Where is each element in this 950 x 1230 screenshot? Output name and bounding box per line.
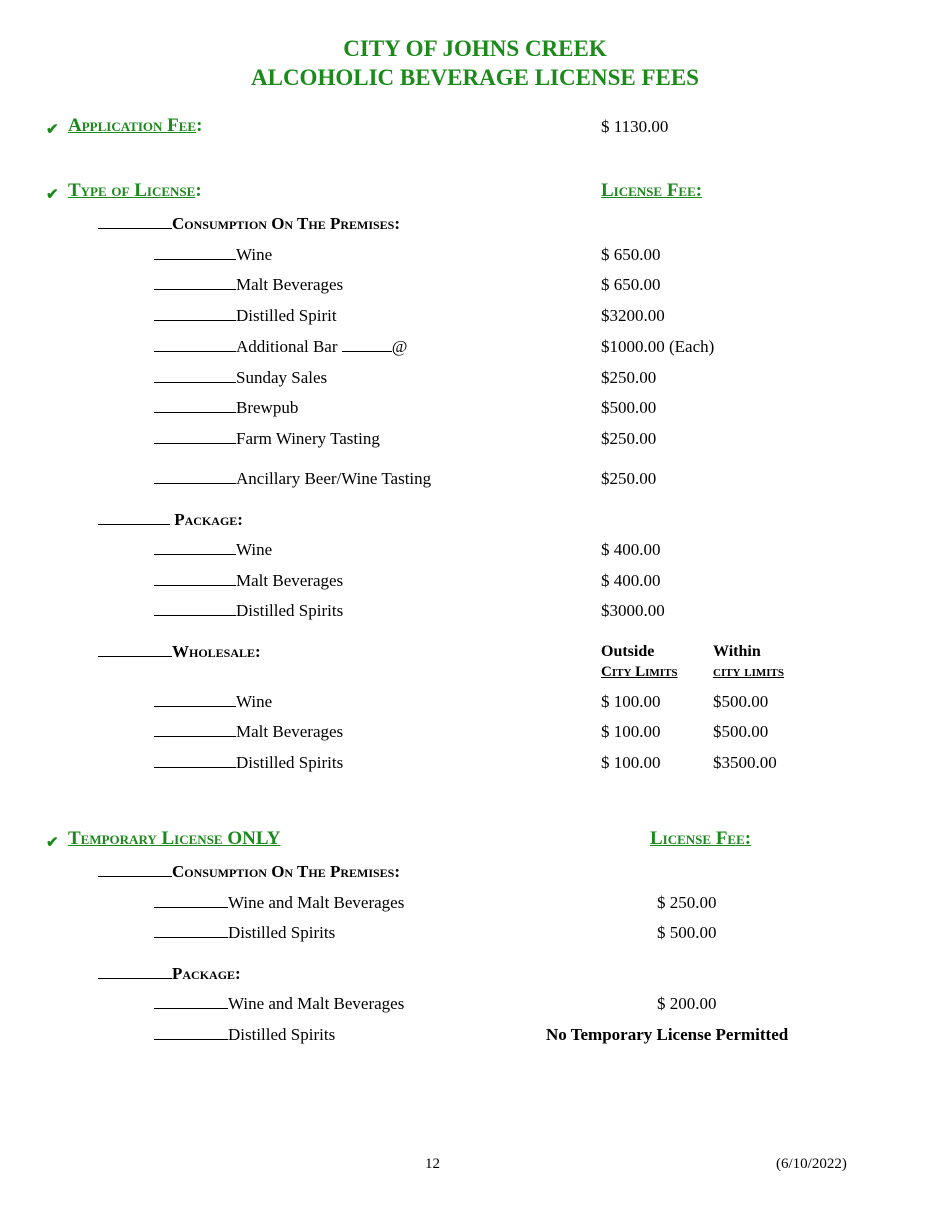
list-item: Malt Beverages (154, 571, 343, 591)
fee-value-outside: $ 100.00 (601, 692, 661, 711)
page-title-line2: ALCOHOLIC BEVERAGE LICENSE FEES (251, 65, 699, 90)
checkbox-blank[interactable] (154, 722, 236, 737)
temporary-license-heading: Temporary License ONLY (68, 828, 281, 849)
revision-date: (6/10/2022) (776, 1156, 847, 1172)
checkbox-blank[interactable] (154, 994, 228, 1009)
consumption-heading: Consumption On The Premises: (98, 214, 400, 234)
fee-value-within: $500.00 (713, 692, 769, 711)
list-item: Wine and Malt Beverages (154, 893, 404, 913)
list-item: Wine (154, 245, 272, 265)
list-item: Ancillary Beer/Wine Tasting (154, 469, 431, 489)
list-item: Distilled Spirits (154, 923, 335, 943)
temporary-license-label: Temporary License (68, 828, 223, 849)
checkbox-blank[interactable] (154, 275, 236, 290)
list-item: Brewpub (154, 398, 298, 418)
checkbox-blank[interactable] (98, 862, 172, 877)
checkbox-blank[interactable] (154, 398, 236, 413)
fee-value: $ 650.00 (601, 275, 661, 294)
list-item: Wine (154, 540, 272, 560)
wholesale-heading: Wholesale: (98, 642, 261, 662)
application-fee-heading: Application Fee: (68, 115, 203, 136)
list-item: Malt Beverages (154, 722, 343, 742)
list-item: Additional Bar @ (154, 337, 407, 357)
list-item: Distilled Spirits (154, 753, 343, 773)
fee-value: $500.00 (601, 398, 657, 417)
checkbox-blank[interactable] (154, 692, 236, 707)
fee-value: $1000.00 (Each) (601, 337, 715, 356)
checkbox-blank[interactable] (98, 964, 172, 979)
checkmark-icon: ✔ (46, 122, 59, 138)
checkbox-blank[interactable] (154, 540, 236, 555)
license-fee-header: License Fee: (601, 180, 703, 201)
type-of-license-heading: Type of License: (68, 180, 202, 201)
checkbox-blank[interactable] (98, 214, 172, 229)
checkbox-blank[interactable] (154, 429, 236, 444)
fee-value-within: $3500.00 (713, 753, 777, 772)
within-column-header: Within city limits (713, 643, 784, 680)
fee-value: $250.00 (601, 429, 657, 448)
checkbox-blank[interactable] (154, 893, 228, 908)
fee-value: $ 500.00 (657, 923, 717, 942)
checkbox-blank[interactable] (154, 306, 236, 321)
list-item: Wine (154, 692, 272, 712)
temporary-license-fee-header: License Fee: (650, 828, 752, 849)
fee-value-outside: $ 100.00 (601, 753, 661, 772)
fee-value: $ 650.00 (601, 245, 661, 264)
outside-column-header: Outside City Limits (601, 643, 678, 680)
type-of-license-label: Type of License (68, 180, 196, 201)
fee-value: $3200.00 (601, 306, 665, 325)
fee-value-outside: $ 100.00 (601, 722, 661, 741)
fee-value: $ 200.00 (657, 994, 717, 1013)
checkbox-blank[interactable] (154, 368, 236, 383)
checkbox-blank[interactable] (154, 571, 236, 586)
checkbox-blank[interactable] (154, 1025, 228, 1040)
checkmark-icon: ✔ (46, 187, 59, 203)
fee-value: $250.00 (601, 368, 657, 387)
bar-count-blank[interactable] (342, 337, 392, 352)
list-item: Malt Beverages (154, 275, 343, 295)
list-item: Distilled Spirits (154, 601, 343, 621)
list-item: Distilled Spirits (154, 1025, 335, 1045)
checkbox-blank[interactable] (154, 245, 236, 260)
fee-value: $ 250.00 (657, 893, 717, 912)
list-item: Distilled Spirit (154, 306, 337, 326)
list-item: Sunday Sales (154, 368, 327, 388)
checkbox-blank[interactable] (154, 469, 236, 484)
checkbox-blank[interactable] (98, 642, 172, 657)
page-number: 12 (425, 1156, 440, 1172)
list-item: Wine and Malt Beverages (154, 994, 404, 1014)
application-fee-value: $ 1130.00 (601, 117, 669, 136)
checkbox-blank[interactable] (154, 337, 236, 352)
checkbox-blank[interactable] (98, 510, 170, 525)
fee-value: $ 400.00 (601, 540, 661, 559)
checkmark-icon: ✔ (46, 835, 59, 851)
fee-value: $3000.00 (601, 601, 665, 620)
temporary-package-heading: Package: (98, 964, 241, 984)
application-fee-label: Application Fee (68, 115, 197, 136)
temporary-consumption-heading: Consumption On The Premises: (98, 862, 400, 882)
checkbox-blank[interactable] (154, 601, 236, 616)
fee-value-within: $500.00 (713, 722, 769, 741)
page-title-line1: CITY OF JOHNS CREEK (343, 36, 607, 61)
fee-value: $ 400.00 (601, 571, 661, 590)
list-item: Farm Winery Tasting (154, 429, 380, 449)
checkbox-blank[interactable] (154, 753, 236, 768)
fee-value: $250.00 (601, 469, 657, 488)
checkbox-blank[interactable] (154, 923, 228, 938)
package-heading: Package: (98, 510, 243, 530)
no-temporary-license-note: No Temporary License Permitted (546, 1025, 789, 1044)
